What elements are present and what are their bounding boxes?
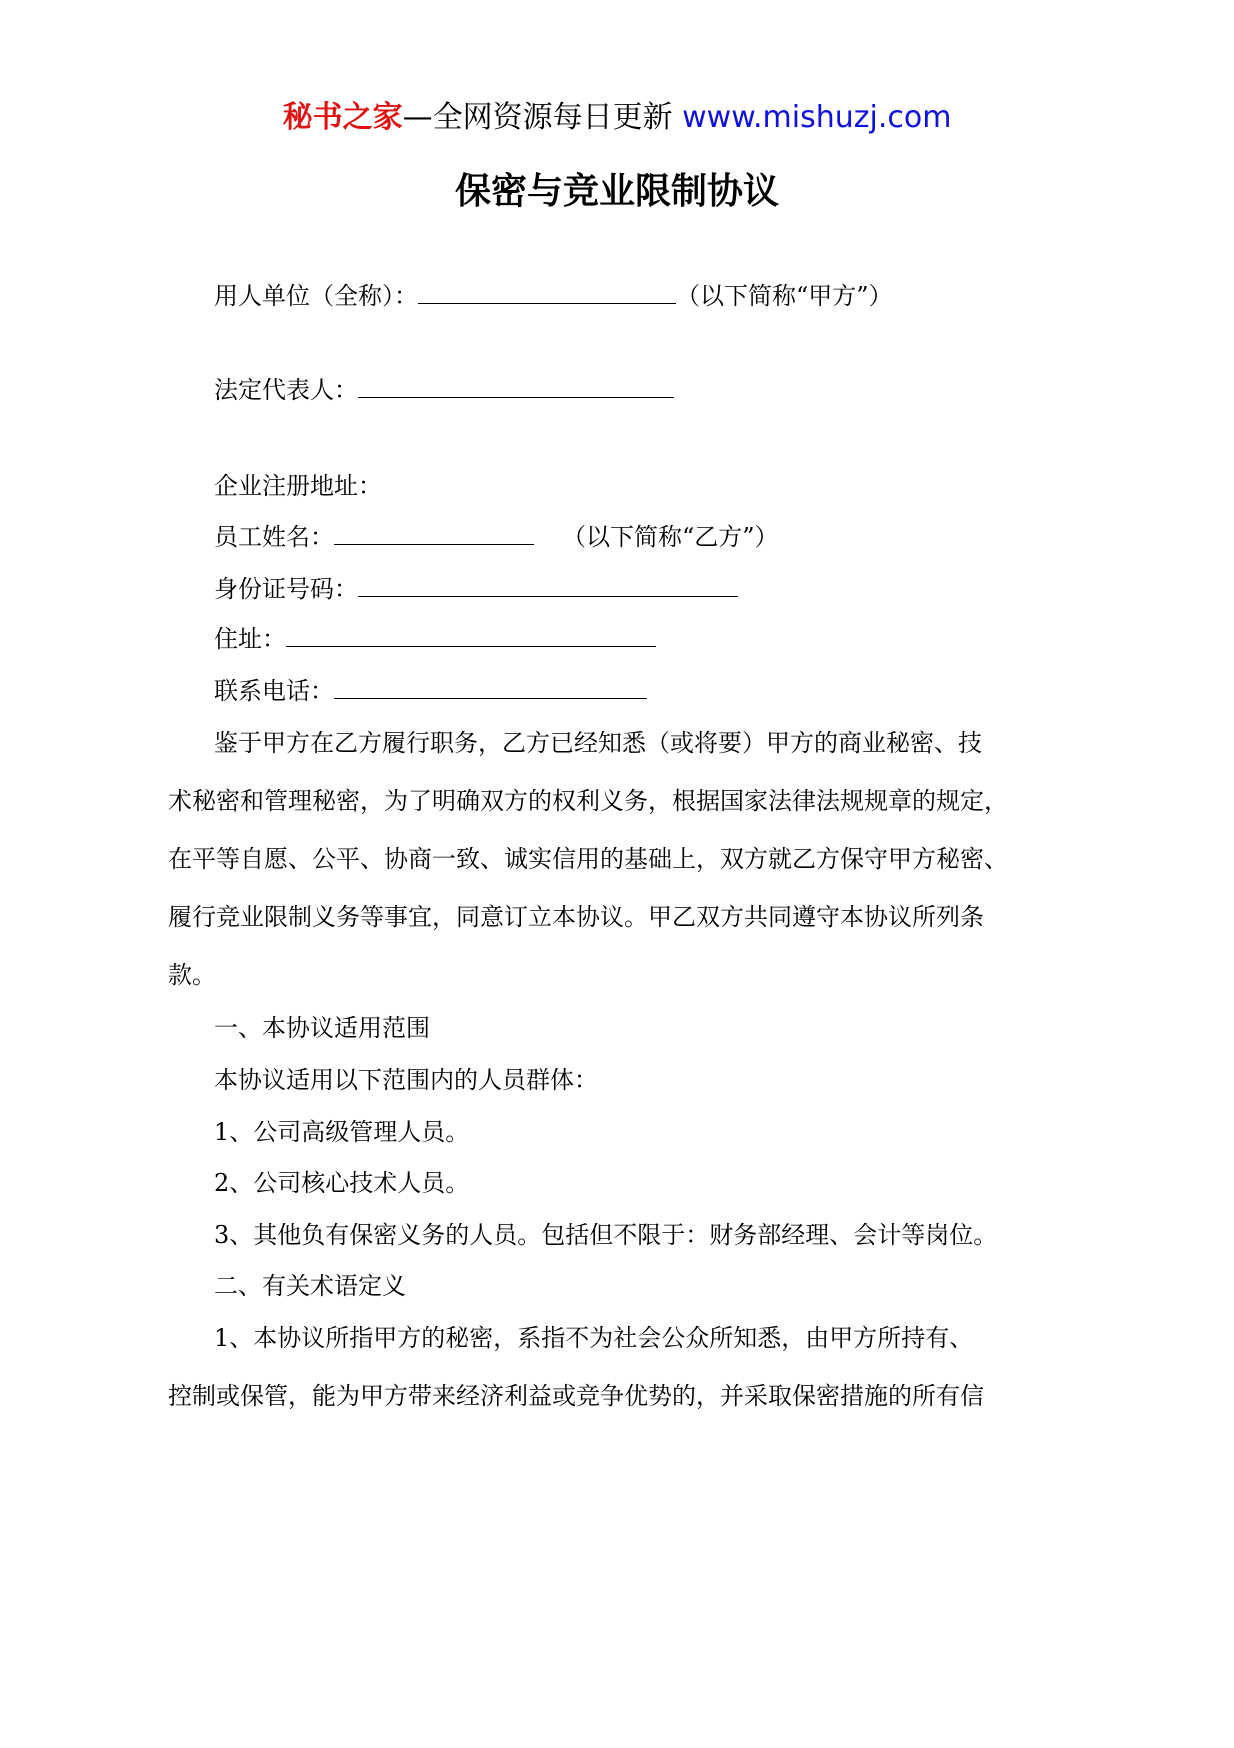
employee-name-field-row bbox=[214, 521, 779, 553]
employee-suffix: （以下简称“乙方”） bbox=[562, 523, 779, 551]
section-1-item: 2、公司核心技术人员。 bbox=[214, 1169, 470, 1197]
document-title: 保密与竞业限制协议 bbox=[454, 171, 779, 212]
employee-name-blank[interactable] bbox=[334, 522, 534, 545]
site-url-link[interactable]: www.mishuzj.com bbox=[682, 100, 952, 135]
employer-blank[interactable] bbox=[418, 281, 676, 304]
residence-blank[interactable] bbox=[286, 624, 656, 647]
preamble-line: 鉴于甲方在乙方履行职务，乙方已经知悉（或将要）甲方的商业秘密、技 bbox=[214, 729, 982, 757]
id-blank[interactable] bbox=[358, 574, 738, 597]
section-1-intro: 本协议适用以下范围内的人员群体： bbox=[214, 1066, 598, 1094]
site-header bbox=[0, 98, 1234, 138]
id-field-row bbox=[214, 573, 738, 605]
employer-suffix: （以下简称“甲方”） bbox=[676, 282, 893, 310]
legal-rep-field-row bbox=[214, 374, 674, 406]
residence-label: 住址： bbox=[214, 625, 286, 653]
employee-name-label: 员工姓名： bbox=[214, 523, 334, 551]
preamble-line: 款。 bbox=[168, 961, 216, 989]
address-field-row bbox=[214, 470, 382, 502]
phone-field-row bbox=[214, 675, 647, 707]
section-2-line: 1、本协议所指甲方的秘密，系指不为社会公众所知悉，由甲方所持有、 bbox=[214, 1324, 974, 1352]
phone-label: 联系电话： bbox=[214, 677, 334, 705]
legal-rep-blank[interactable] bbox=[358, 375, 674, 398]
section-1-item: 3、其他负有保密义务的人员。包括但不限于：财务部经理、会计等岗位。 bbox=[214, 1221, 998, 1249]
section-1-heading: 一、本协议适用范围 bbox=[214, 1014, 430, 1042]
preamble-line: 术秘密和管理秘密，为了明确双方的权利义务，根据国家法律法规规章的规定， bbox=[168, 787, 1008, 815]
brand-name: 秘书之家 bbox=[282, 100, 403, 135]
id-label: 身份证号码： bbox=[214, 575, 358, 603]
residence-field-row bbox=[214, 623, 656, 655]
section-1-item: 1、公司高级管理人员。 bbox=[214, 1118, 470, 1146]
address-label: 企业注册地址： bbox=[214, 472, 382, 500]
phone-blank[interactable] bbox=[334, 676, 647, 699]
employer-field-row bbox=[214, 280, 893, 312]
preamble-line: 履行竞业限制义务等事宜，同意订立本协议。甲乙双方共同遵守本协议所列条 bbox=[168, 903, 984, 931]
preamble-line: 在平等自愿、公平、协商一致、诚实信用的基础上，双方就乙方保守甲方秘密、 bbox=[168, 845, 1008, 873]
section-2-heading: 二、有关术语定义 bbox=[214, 1272, 406, 1300]
site-slogan: —全网资源每日更新 bbox=[402, 100, 673, 135]
section-2-line: 控制或保管，能为甲方带来经济利益或竞争优势的，并采取保密措施的所有信 bbox=[168, 1382, 984, 1410]
legal-rep-label: 法定代表人： bbox=[214, 376, 358, 404]
employer-label: 用人单位（全称）： bbox=[214, 282, 418, 310]
